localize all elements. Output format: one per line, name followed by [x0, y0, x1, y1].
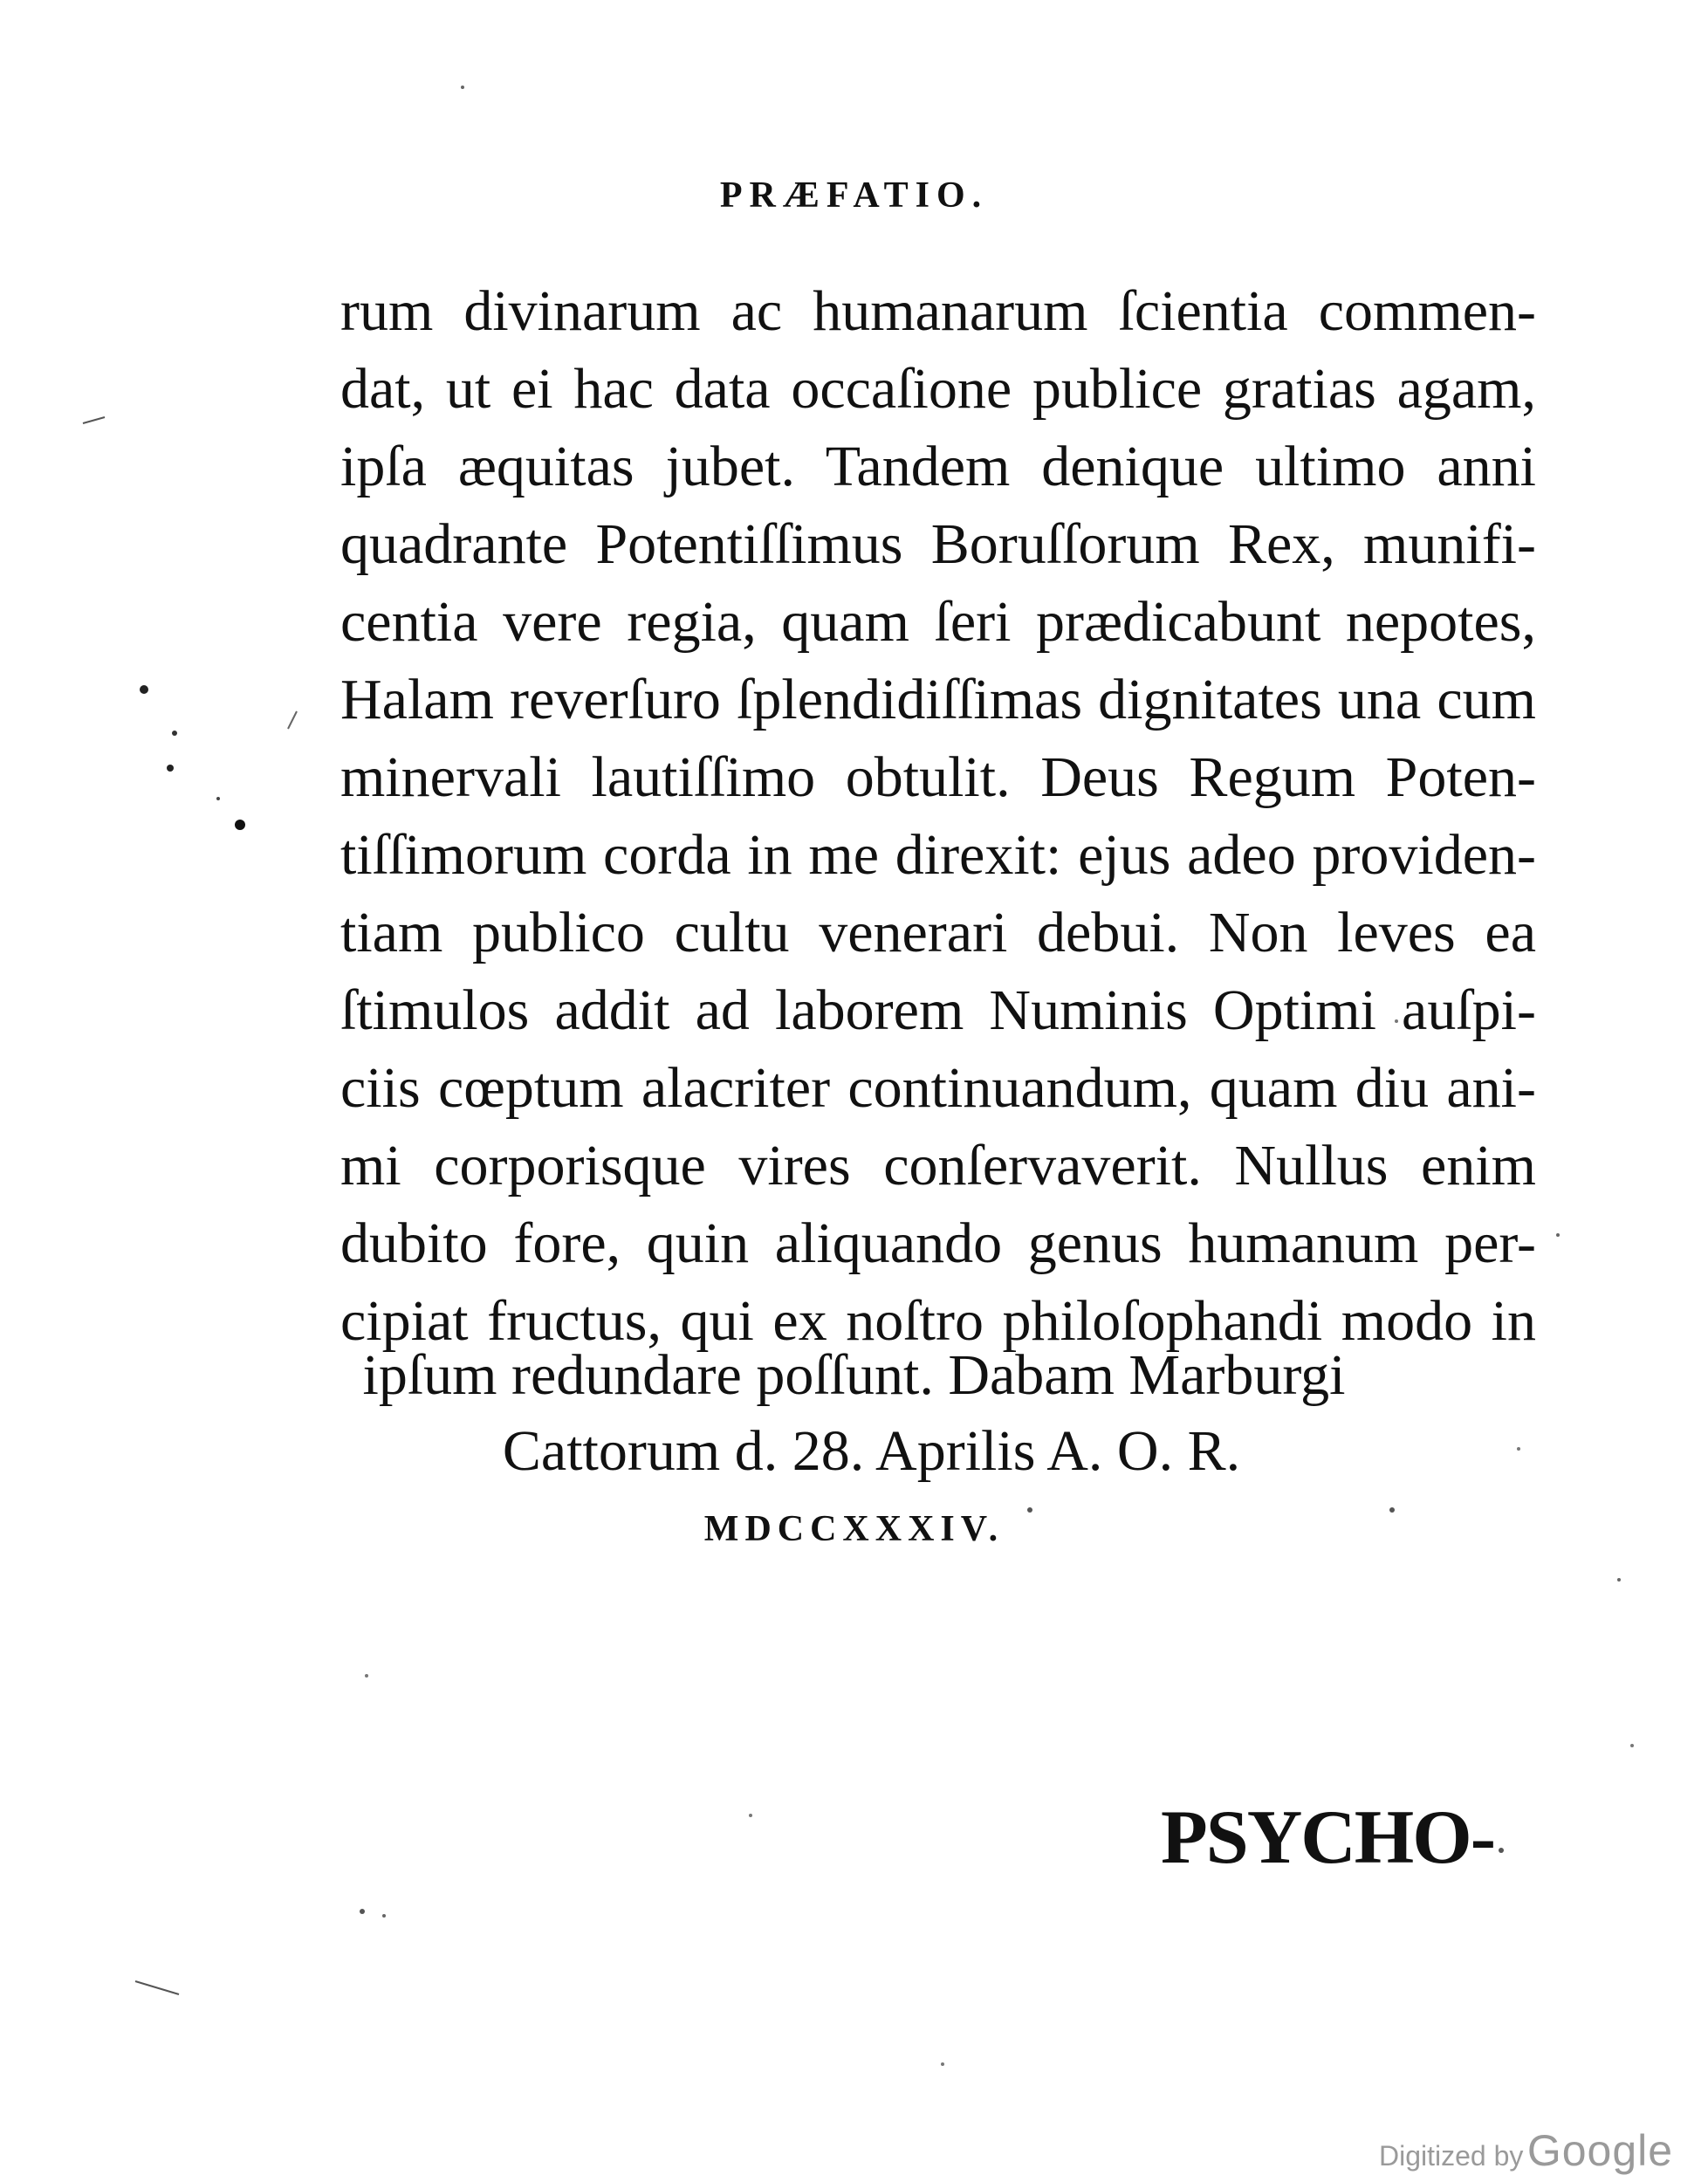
text-line: cipiat fructus, qui ex noſtro philoſophandi modo in [340, 1289, 1536, 1353]
digitized-watermark [1379, 2125, 1673, 2176]
closing-line: ipſum redundare poſſunt. Dabam Marburgi [362, 1343, 1346, 1407]
text-line: tiam publico cultu venerari debui. Non leves ea [340, 901, 1536, 964]
running-header: PRÆFATIO. [719, 175, 989, 216]
text-line: rum divinarum ac humanarum ſcientia commen- [340, 279, 1536, 343]
text-line: Halam reverſuro ſplendidiſſimas dignitates una cum [340, 668, 1536, 731]
text-line: ciis cœptum alacriter continuandum, quam diu ani- [340, 1056, 1536, 1120]
watermark-prefix: Digitized by [1379, 2140, 1524, 2172]
text-line: centia vere regia, quam ſeri prædicabunt nepotes, [340, 590, 1536, 654]
preface-paragraph [340, 272, 1536, 1360]
year-line: MDCCXXXIV. [703, 1509, 1005, 1549]
text-line: minervali lautiſſimo obtulit. Deus Regum Poten- [340, 745, 1536, 809]
text-line: dat, ut ei hac data occaſione publice gratias agam, [340, 357, 1536, 421]
text-line: tiſſimorum corda in me direxit: ejus adeo providen- [340, 823, 1536, 887]
catchword: PSYCHO- [1161, 1795, 1494, 1880]
text-line: ipſa æquitas jubet. Tandem denique ultimo anni [340, 435, 1536, 498]
text-line: ſtimulos addit ad laborem Numinis Optimi auſpi- [340, 978, 1536, 1042]
text-line: dubito fore, quin aliquando genus humanum per- [340, 1211, 1536, 1275]
date-line: Cattorum d. 28. Aprilis A. O. R. [502, 1419, 1241, 1483]
text-line: mi corporisque vires conſervaverit. Nullus enim [340, 1134, 1536, 1197]
text-line: quadrante Potentiſſimus Boruſſorum Rex, munifi- [340, 512, 1536, 576]
watermark-brand: Google [1526, 2126, 1674, 2175]
